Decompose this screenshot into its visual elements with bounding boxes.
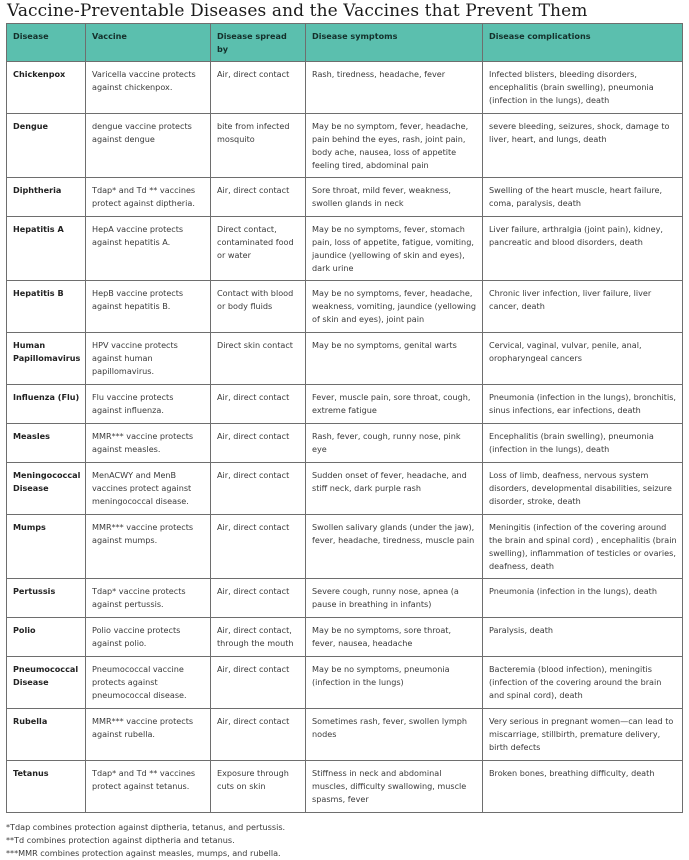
vaccine-cell: HepB vaccine protects against hepatitis B. xyxy=(86,280,211,332)
table-row xyxy=(7,423,683,462)
table-row xyxy=(7,578,683,617)
complications-cell: Pneumonia (infection in the lungs), bronchitis, sinus infections, ear infections, death xyxy=(483,384,683,423)
header-vaccine: Vaccine xyxy=(86,24,211,62)
table-row xyxy=(7,760,683,812)
spread-cell: Air, direct contact xyxy=(211,423,306,462)
complications-cell: severe bleeding, seizures, shock, damage to liver, heart, and lungs, death xyxy=(483,113,683,177)
spread-cell: Air, direct contact xyxy=(211,578,306,617)
complications-cell: Paralysis, death xyxy=(483,617,683,656)
table-row xyxy=(7,113,683,177)
spread-cell: Air, direct contact xyxy=(211,708,306,760)
disease-cell: Rubella xyxy=(7,708,86,760)
symptoms-cell: Swollen salivary glands (under the jaw), fever, headache, tiredness, muscle pain xyxy=(306,514,483,578)
symptoms-cell: Severe cough, runny nose, apnea (a pause in breathing in infants) xyxy=(306,578,483,617)
table-row xyxy=(7,462,683,514)
spread-cell: Air, direct contact xyxy=(211,462,306,514)
table-row xyxy=(7,332,683,384)
table-row xyxy=(7,656,683,708)
symptoms-cell: Sometimes rash, fever, swollen lymph nodes xyxy=(306,708,483,760)
footnotes xyxy=(6,821,682,860)
spread-cell: Air, direct contact xyxy=(211,61,306,113)
spread-cell: Air, direct contact xyxy=(211,384,306,423)
symptoms-cell: Rash, fever, cough, runny nose, pink eye xyxy=(306,423,483,462)
spread-cell: Air, direct contact, through the mouth xyxy=(211,617,306,656)
symptoms-cell: Stiffness in neck and abdominal muscles, difficulty swallowing, muscle spasms, fever xyxy=(306,760,483,812)
vaccine-table xyxy=(6,23,683,813)
spread-cell: Exposure through cuts on skin xyxy=(211,760,306,812)
symptoms-cell: Rash, tiredness, headache, fever xyxy=(306,61,483,113)
complications-cell: Chronic liver infection, liver failure, liver cancer, death xyxy=(483,280,683,332)
spread-cell: Direct skin contact xyxy=(211,332,306,384)
complications-cell: Liver failure, arthralgia (joint pain), kidney, pancreatic and blood disorders, death xyxy=(483,216,683,280)
header-disease: Disease xyxy=(7,24,86,62)
vaccine-cell: MMR*** vaccine protects against measles. xyxy=(86,423,211,462)
disease-cell: Polio xyxy=(7,617,86,656)
page-title: Vaccine-Preventable Diseases and the Vaccines that Prevent Them xyxy=(7,1,588,21)
table-row xyxy=(7,61,683,113)
symptoms-cell: May be no symptoms, fever, headache, weakness, vomiting, jaundice (yellowing of skin and eyes), joint pain xyxy=(306,280,483,332)
vaccine-cell: MMR*** vaccine protects against mumps. xyxy=(86,514,211,578)
vaccine-cell: Flu vaccine protects against influenza. xyxy=(86,384,211,423)
complications-cell: Very serious in pregnant women—can lead to miscarriage, stillbirth, premature delivery, birth defects xyxy=(483,708,683,760)
table-row xyxy=(7,177,683,216)
vaccine-cell: Tdap* and Td ** vaccines protect against diptheria. xyxy=(86,177,211,216)
disease-cell: Pneumococcal Disease xyxy=(7,656,86,708)
footnote-td: **Td combines protection against diptheria and tetanus. xyxy=(6,834,235,845)
disease-cell: Hepatitis B xyxy=(7,280,86,332)
disease-cell: Pertussis xyxy=(7,578,86,617)
header-symptoms: Disease symptoms xyxy=(306,24,483,62)
spread-cell: Contact with blood or body fluids xyxy=(211,280,306,332)
table-row xyxy=(7,280,683,332)
symptoms-cell: Sudden onset of fever, headache, and stiff neck, dark purple rash xyxy=(306,462,483,514)
vaccine-cell: HPV vaccine protects against human papillomavirus. xyxy=(86,332,211,384)
header-complications: Disease complications xyxy=(483,24,683,62)
complications-cell: Infected blisters, bleeding disorders, encephalitis (brain swelling), pneumonia (infection in the lungs), death xyxy=(483,61,683,113)
complications-cell: Meningitis (infection of the covering around the brain and spinal cord) , encephalitis (brain swelling), inflammation of testicles or ovaries, deafness, death xyxy=(483,514,683,578)
footnote-tdap: *Tdap combines protection against diptheria, tetanus, and pertussis. xyxy=(6,821,286,832)
vaccine-cell: Tdap* vaccine protects against pertussis. xyxy=(86,578,211,617)
table-row xyxy=(7,216,683,280)
disease-cell: Mumps xyxy=(7,514,86,578)
footnote-mmr: ***MMR combines protection against measles, mumps, and rubella. xyxy=(6,847,281,858)
table-row xyxy=(7,708,683,760)
complications-cell: Encephalitis (brain swelling), pneumonia (infection in the lungs), death xyxy=(483,423,683,462)
symptoms-cell: May be no symptoms, pneumonia (infection in the lungs) xyxy=(306,656,483,708)
vaccine-cell: Tdap* and Td ** vaccines protect against tetanus. xyxy=(86,760,211,812)
symptoms-cell: Fever, muscle pain, sore throat, cough, extreme fatigue xyxy=(306,384,483,423)
complications-cell: Broken bones, breathing difficulty, death xyxy=(483,760,683,812)
disease-cell: Meningococcal Disease xyxy=(7,462,86,514)
complications-cell: Pneumonia (infection in the lungs), death xyxy=(483,578,683,617)
table-row xyxy=(7,617,683,656)
spread-cell: bite from infected mosquito xyxy=(211,113,306,177)
symptoms-cell: May be no symptoms, genital warts xyxy=(306,332,483,384)
vaccine-cell: HepA vaccine protects against hepatitis A. xyxy=(86,216,211,280)
symptoms-cell: Sore throat, mild fever, weakness, swollen glands in neck xyxy=(306,177,483,216)
table-header-row xyxy=(7,24,683,62)
spread-cell: Air, direct contact xyxy=(211,177,306,216)
spread-cell: Air, direct contact xyxy=(211,514,306,578)
vaccine-cell: MMR*** vaccine protects against rubella. xyxy=(86,708,211,760)
complications-cell: Loss of limb, deafness, nervous system disorders, developmental disabilities, seizure disorder, stroke, death xyxy=(483,462,683,514)
vaccine-cell: dengue vaccine protects against dengue xyxy=(86,113,211,177)
disease-cell: Influenza (Flu) xyxy=(7,384,86,423)
complications-cell: Bacteremia (blood infection), meningitis (infection of the covering around the brain and spinal cord), death xyxy=(483,656,683,708)
symptoms-cell: May be no symptoms, sore throat, fever, nausea, headache xyxy=(306,617,483,656)
disease-cell: Diphtheria xyxy=(7,177,86,216)
symptoms-cell: May be no symptoms, fever, stomach pain, loss of appetite, fatigue, vomiting, jaundice (yellowing of skin and eyes), dark urine xyxy=(306,216,483,280)
disease-cell: Dengue xyxy=(7,113,86,177)
spread-cell: Air, direct contact xyxy=(211,656,306,708)
complications-cell: Swelling of the heart muscle, heart failure, coma, paralysis, death xyxy=(483,177,683,216)
vaccine-cell: Pneumococcal vaccine protects against pneumococcal disease. xyxy=(86,656,211,708)
disease-cell: Hepatitis A xyxy=(7,216,86,280)
table-row xyxy=(7,384,683,423)
vaccine-cell: Polio vaccine protects against polio. xyxy=(86,617,211,656)
vaccine-cell: MenACWY and MenB vaccines protect against meningococcal disease. xyxy=(86,462,211,514)
disease-cell: Human Papillomavirus xyxy=(7,332,86,384)
disease-cell: Measles xyxy=(7,423,86,462)
spread-cell: Direct contact, contaminated food or water xyxy=(211,216,306,280)
header-spread: Disease spread by xyxy=(211,24,306,62)
complications-cell: Cervical, vaginal, vulvar, penile, anal, oropharyngeal cancers xyxy=(483,332,683,384)
disease-cell: Tetanus xyxy=(7,760,86,812)
symptoms-cell: May be no symptom, fever, headache, pain behind the eyes, rash, joint pain, body ache, nausea, loss of appetite feeling tired, abdominal pain xyxy=(306,113,483,177)
table-row xyxy=(7,514,683,578)
vaccine-cell: Varicella vaccine protects against chickenpox. xyxy=(86,61,211,113)
disease-cell: Chickenpox xyxy=(7,61,86,113)
